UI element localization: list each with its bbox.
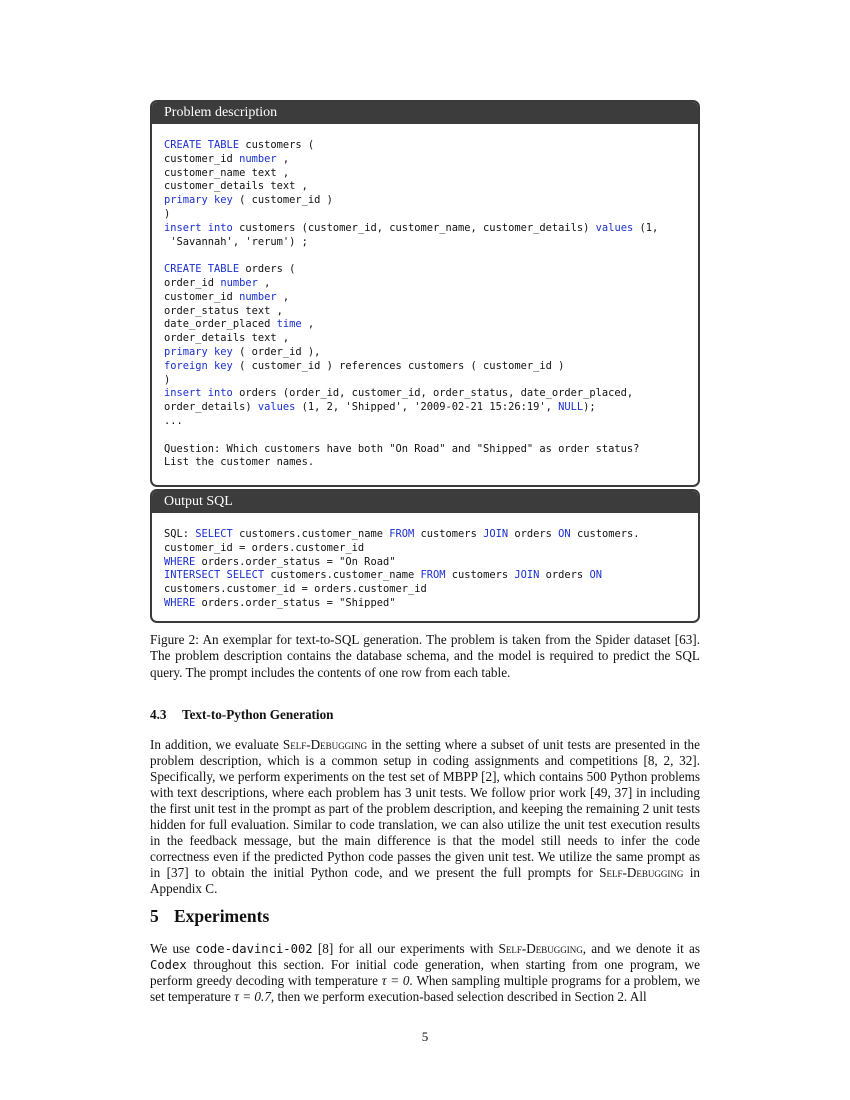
code-text: (1, — [633, 221, 659, 234]
sql-keyword: primary key — [164, 345, 233, 358]
code-line — [164, 236, 690, 250]
code-line — [164, 263, 690, 277]
code-line — [164, 415, 690, 429]
code-text: customers — [445, 569, 515, 582]
code-line — [164, 542, 690, 556]
code-line — [164, 360, 690, 374]
code-text: ( customer_id ) references customers ( customer_id ) — [232, 359, 565, 372]
sql-keyword: WHERE — [164, 596, 196, 609]
code-line — [164, 569, 690, 583]
code-text: ( order_id ), — [232, 345, 321, 358]
code-text: , — [301, 318, 315, 331]
code-text: customers.customer_name — [264, 569, 421, 582]
sql-keyword: CREATE TABLE — [164, 263, 240, 276]
sql-keyword: primary key — [164, 194, 233, 207]
sql-keyword: number — [220, 276, 258, 289]
sql-keyword: JOIN — [483, 528, 509, 540]
code-text: customer_id — [164, 152, 240, 165]
problem-code-block — [152, 124, 698, 470]
sql-keyword: JOIN — [514, 569, 540, 582]
code-text: Question: Which customers have both "On Road" and "Shipped" as order status? — [164, 442, 640, 455]
code-line — [164, 305, 690, 319]
code-line — [164, 443, 690, 457]
code-text: ); — [583, 401, 596, 414]
code-line — [164, 194, 690, 208]
problem-description-box — [150, 100, 700, 487]
sql-keyword: ON — [558, 528, 571, 540]
output-sql-box — [150, 489, 700, 623]
code-text: customers ( — [239, 139, 315, 151]
code-line — [164, 597, 690, 611]
section-paragraph: We use code-davinci-002 [8] for all our experiments with Self-Debugging, and we denote it as Codex throughout this section. For initial code generation, when starting from one program, we perform greedy decoding with temperature τ = 0. When sampling multiple programs for a problem, we set temperature τ = 0.7, then we perform execution-based selection described in Section 2. All — [150, 941, 700, 1004]
code-text: List the customer names. — [164, 456, 315, 469]
code-text: orders.order_status = "Shipped" — [195, 596, 396, 609]
code-text: SQL: — [164, 528, 196, 540]
code-text: orders (order_id, customer_id, order_status, date_order_placed, — [232, 387, 634, 400]
code-text: 'Savannah', 'rerum') ; — [164, 235, 308, 248]
code-text: (1, 2, 'Shipped', '2009-02-21 15:26:19', — [295, 401, 559, 414]
code-text: order_id — [164, 276, 221, 289]
sql-keyword: number — [239, 290, 277, 303]
sql-keyword: CREATE TABLE — [164, 139, 240, 151]
sql-keyword: values — [257, 401, 296, 414]
code-text: customers.customer_id = orders.customer_id — [164, 583, 427, 596]
method-name: Self-Debugging — [498, 941, 583, 956]
code-line — [164, 528, 690, 542]
code-text: orders.order_status = "On Road" — [195, 555, 396, 568]
code-text: order_details text , — [164, 332, 290, 345]
code-text: orders — [508, 528, 559, 540]
code-text: ... — [164, 414, 183, 427]
sql-keyword: FROM — [389, 528, 415, 540]
sql-keyword: number — [239, 152, 277, 165]
page-number: 5 — [421, 1029, 429, 1044]
temperature-sampling: τ = 0.7 — [234, 989, 271, 1004]
code-line — [164, 139, 690, 153]
sql-keyword: values — [595, 221, 634, 234]
code-line — [164, 318, 690, 332]
section-title: Experiments — [174, 906, 270, 926]
figure-caption: Figure 2: An exemplar for text-to-SQL generation. The problem is taken from the Spider dataset [63]. The problem description contains the database schema, and the model is required to predict the SQL query. The prompt includes the contents of one row from each table. — [150, 632, 700, 680]
code-line — [164, 180, 690, 194]
section-number: 5 — [150, 906, 159, 926]
code-text: ) — [164, 207, 171, 220]
sql-keyword: insert into — [164, 387, 233, 400]
code-line — [164, 153, 690, 167]
code-line — [164, 556, 690, 570]
sql-keyword: NULL — [558, 401, 584, 414]
sql-keyword: time — [276, 318, 302, 331]
code-text: orders — [539, 569, 590, 582]
temperature-greedy: τ = 0 — [381, 973, 410, 988]
code-line — [164, 456, 690, 470]
sql-keyword: foreign key — [164, 359, 233, 372]
code-text: customers (customer_id, customer_name, customer_details) — [232, 221, 596, 234]
output-code-block — [152, 513, 698, 611]
output-sql-title: Output SQL — [152, 491, 698, 513]
code-text: ) — [164, 373, 171, 386]
code-text: customer_id — [164, 290, 240, 303]
subsection-heading — [150, 707, 334, 723]
subsection-paragraph: In addition, we evaluate Self-Debugging in the setting where a subset of unit tests are presented in the problem description, which is a common setup in coding assignments and competitions [8, 2, 32]. Specifically, we perform experiments on the test set of MBPP [2], which contains 500 Python problems with text descriptions, where each problem has 3 unit tests. We follow prior work [49, 37] in including the first unit test in the prompt as part of the problem description, and keeping the remaining 2 unit tests hidden for full evaluation. Similar to code translation, we can also utilize the unit test execution results in the feedback message, but the main difference is that the model still needs to infer the code correctness even if the predicted Python code passes the given unit test. We utilize the same prompt as in [37] to obtain the initial Python code, and we present the full prompts for Self-Debugging in Appendix C. — [150, 737, 701, 896]
code-line — [164, 277, 690, 291]
code-text: customers — [414, 528, 484, 540]
code-line — [164, 222, 690, 236]
code-line — [164, 332, 690, 346]
subsection-title: Text-to-Python Generation — [182, 707, 334, 722]
code-text: orders ( — [239, 263, 296, 276]
code-line — [164, 208, 690, 222]
method-name: Self-Debugging — [282, 737, 368, 752]
code-text: order_details) — [164, 401, 258, 414]
code-text: date_order_placed — [164, 318, 277, 331]
code-text: order_status text , — [164, 304, 283, 317]
code-text: ( customer_id ) — [232, 194, 333, 207]
sql-keyword: WHERE — [164, 555, 196, 568]
code-line — [164, 374, 690, 388]
code-line — [164, 583, 690, 597]
code-text: customers. — [570, 528, 640, 540]
code-text: , — [257, 276, 271, 289]
sql-keyword: ON — [589, 569, 602, 582]
sql-keyword: SELECT — [195, 528, 233, 540]
section-heading — [150, 906, 269, 927]
code-text: , — [276, 152, 290, 165]
subsection-number: 4.3 — [150, 707, 167, 722]
code-text: customer_name text , — [164, 166, 290, 179]
model-name: code-davinci-002 — [195, 942, 313, 956]
sql-keyword: INTERSECT SELECT — [164, 569, 265, 582]
sql-keyword: insert into — [164, 221, 233, 234]
code-text: customer_id = orders.customer_id — [164, 541, 365, 554]
code-line — [164, 401, 690, 415]
problem-description-title: Problem description — [152, 102, 698, 124]
method-name: Self-Debugging — [599, 865, 684, 880]
code-line — [164, 167, 690, 181]
code-text: customer_details text , — [164, 180, 308, 193]
code-line — [164, 346, 690, 360]
code-line — [164, 429, 690, 443]
code-line — [164, 387, 690, 401]
code-text: customers.customer_name — [232, 528, 390, 540]
code-line — [164, 249, 690, 263]
sql-keyword: FROM — [420, 569, 446, 582]
code-line — [164, 291, 690, 305]
code-text: , — [276, 290, 290, 303]
model-alias: Codex — [150, 958, 187, 972]
